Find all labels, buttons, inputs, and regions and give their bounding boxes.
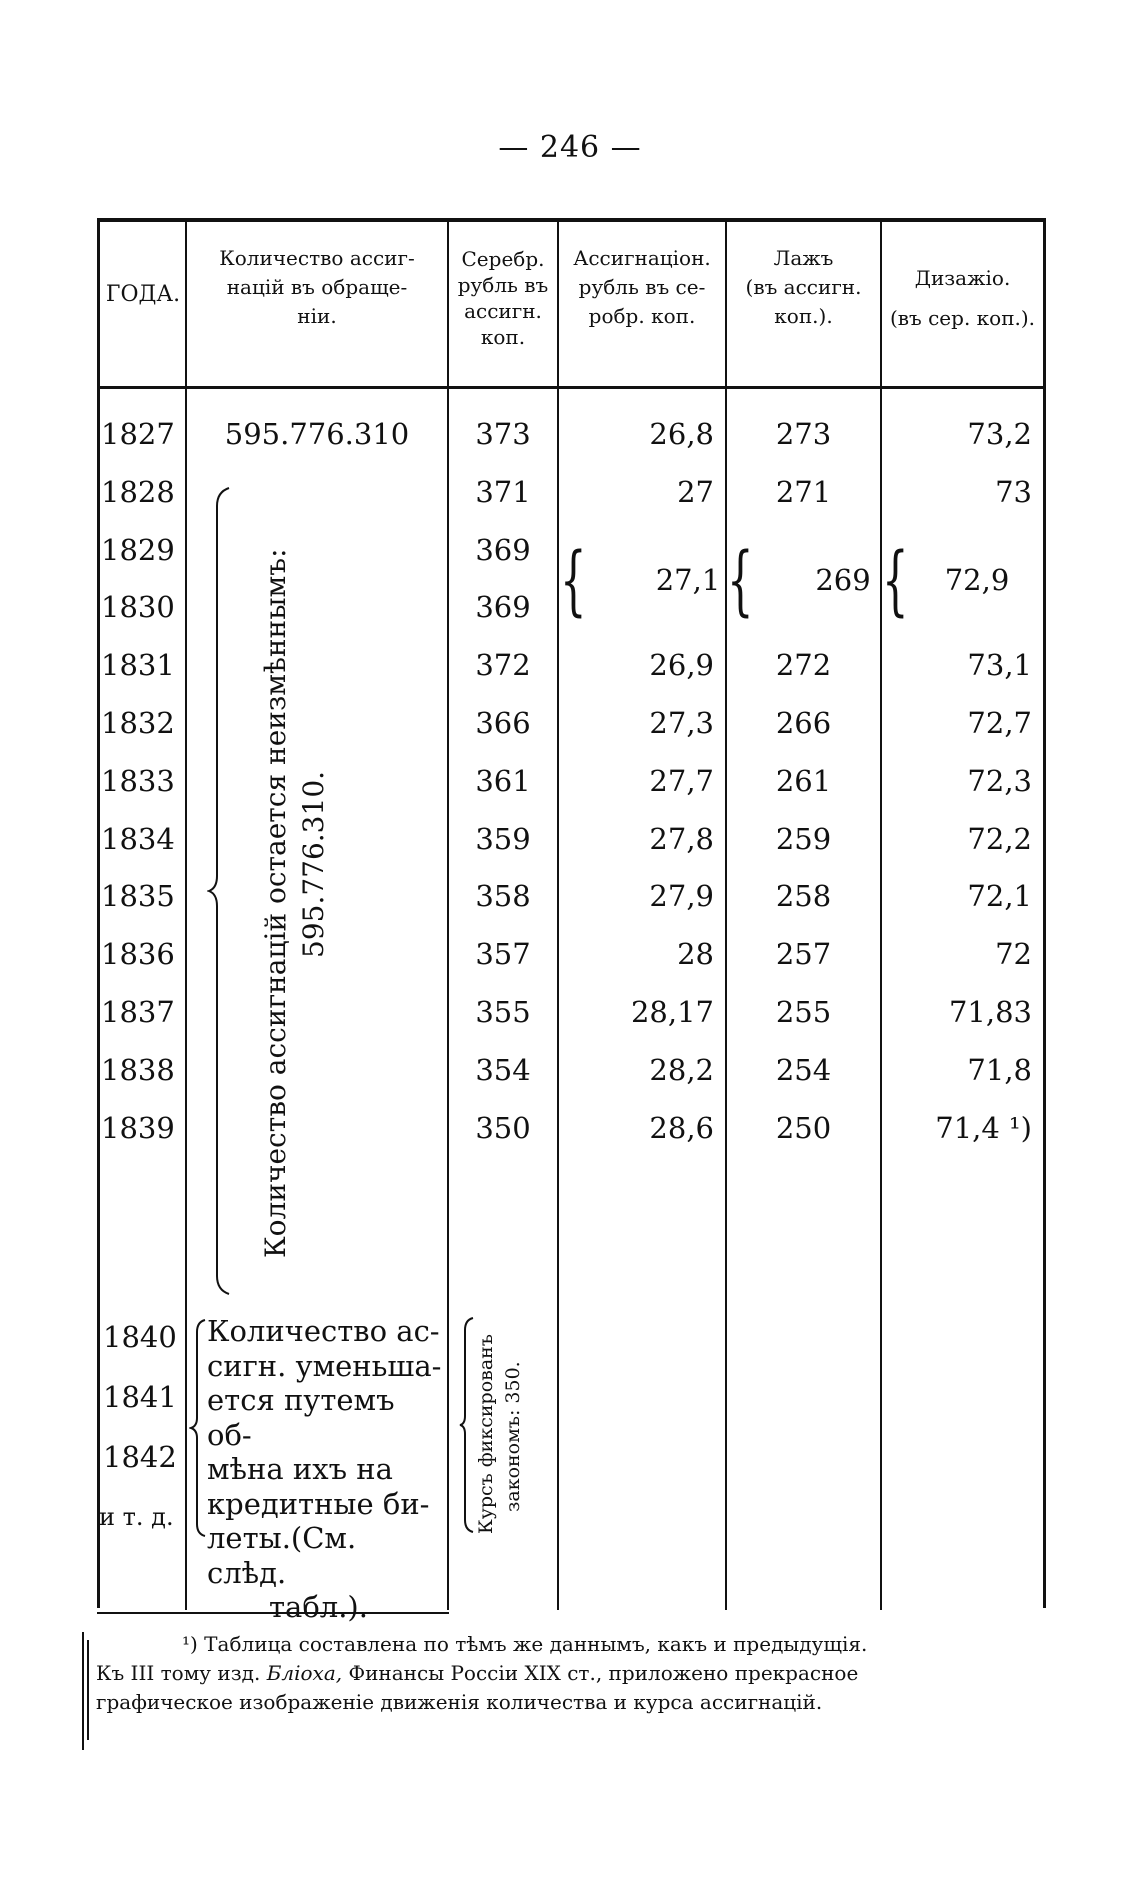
disazhio-cell: 72 [995,937,1032,972]
silver-rub-cell: 361 [475,763,531,798]
header-silver-rub: Серебр. рубль въ ассигн. коп. [457,247,549,349]
assig-rub-cell: 27,9 [649,879,714,914]
brace-quantity-1828-1839 [207,486,233,1296]
silver-rub-cell: 371 [475,474,531,509]
assig-rub-cell: 28,17 [630,995,714,1029]
year-cell: 1828 [101,474,175,509]
year-cell: 1837 [101,995,175,1029]
brace-lazh-1829: { [727,535,754,624]
footnote [96,1630,1066,1717]
silver-rub-cell: 359 [475,821,531,856]
brace-assig-1829: { [560,535,587,624]
disazhio-cell: 73 [995,474,1032,509]
assig-rub-cell: 28,6 [649,1110,714,1145]
vertical-note-fixed-rate: Курсъ фиксированъ закономъ: 350. [475,1334,524,1534]
silver-rub-cell: 358 [475,879,531,914]
assig-rub-cell: 28 [677,937,714,972]
lazh-cell: 255 [775,995,832,1029]
silver-rub-cell: 350 [475,1110,531,1145]
footnote-line-3: графическое изображеніе движенія количества и курса ассигнацій. [96,1690,823,1714]
footnote-author: Бліоха, [266,1661,343,1685]
disazhio-cell: 72,2 [967,821,1032,856]
lazh-cell: 273 [775,417,832,451]
footnote-line-1: ¹) Таблица составлена по тѣмъ же даннымъ, какъ и предыдущія. [182,1632,868,1656]
year-1841: 1841 [103,1380,177,1414]
year-cell: 1827 [101,417,175,451]
year-cell: 1838 [101,1052,175,1087]
table-left-rule [97,218,100,1608]
lazh-cell: 261 [775,763,832,798]
assig-rub-cell: 27,3 [649,706,714,740]
silver-rub-cell: 355 [475,995,531,1029]
vertical-note-unchanged: Количество ассигнацій остается неизмѣннымъ: 595.776.310. [259,548,330,1258]
year-1842: 1842 [103,1440,177,1474]
year-cell: 1834 [101,821,175,856]
disazhio-cell: 73,1 [967,648,1032,683]
brace-late-quantity [189,1318,207,1538]
year-cell: 1832 [101,706,175,740]
silver-rub-cell: 354 [475,1052,531,1087]
assig-rub-cell: 26,8 [649,417,714,451]
year-cell: 1839 [101,1110,175,1145]
table-top-rule [97,218,1045,222]
lazh-cell: 257 [775,937,832,972]
silver-rub-cell: 357 [475,937,531,972]
year-cell: 1830 [101,590,175,625]
year-cell: 1829 [101,532,175,567]
year-cell: 1833 [101,763,175,798]
brace-dis-1829: { [882,535,909,624]
header-assig-rub: Ассигнаціон. рубль въ се- робр. коп. [573,246,711,328]
header-disazhio: Дизажіо. (въ сер. коп.). [889,266,1036,330]
year-1840: 1840 [103,1320,177,1354]
silver-rub-cell: 366 [475,706,531,740]
year-cell: 1836 [101,937,175,972]
disazhio-cell: 71,4 ¹) [935,1110,1032,1145]
disazhio-cell: 71,83 [948,995,1032,1029]
col-divider-1 [185,218,187,1610]
quantity-1827: 595.776.310 [224,417,410,451]
header-lazh: Лажъ (въ ассигн. коп.). [745,246,862,328]
lazh-cell: 272 [775,648,832,683]
disazhio-cell: 72,7 [967,706,1032,740]
dis-1829-1830: 72,9 [944,563,1010,597]
disazhio-cell: 73,2 [967,417,1032,451]
silver-rub-cell: 372 [475,648,531,683]
silver-rub-cell: 373 [475,417,531,451]
silver-rub-cell: 369 [475,532,531,567]
lazh-cell: 259 [775,821,832,856]
silver-rub-cell: 369 [475,590,531,625]
lazh-cell: 250 [775,1110,832,1145]
assig-rub-cell: 27,8 [649,821,714,856]
lazh-cell: 271 [775,474,832,509]
disazhio-cell: 72,3 [967,763,1032,798]
year-cell: 1831 [101,648,175,683]
footnote-line-2: Къ III тому изд. Бліоха, Финансы Россіи XIX ст., приложено прекрасное [96,1661,859,1685]
year-etc: и т. д. [99,1503,174,1531]
table-right-rule [1043,218,1046,1608]
late-quantity-note: Количество ас- сигн. уменьша- ется путемъ об- мѣна ихъ на кредитные би- леты.(См. слѣд. табл.). [207,1314,442,1624]
lazh-1829-1830: 269 [815,563,871,597]
assig-rub-cell: 27 [677,474,714,509]
disazhio-cell: 72,1 [967,879,1032,914]
lazh-cell: 254 [775,1052,832,1087]
header-quantity: Количество ассиг- націй въ обраще- ніи. [219,246,415,328]
year-cell: 1835 [101,879,175,914]
assig-rub-cell: 27,7 [649,763,714,798]
header-years: ГОДА. [105,282,181,307]
page-number: — 246 — [498,130,642,165]
assig-rub-cell: 26,9 [649,648,714,683]
margin-marks [82,1632,92,1752]
disazhio-cell: 71,8 [967,1052,1032,1087]
header-bottom-rule [97,386,1045,389]
data-table [97,218,1045,1624]
lazh-cell: 266 [775,706,832,740]
assig-rub-cell: 28,2 [649,1052,714,1087]
lazh-cell: 258 [775,879,832,914]
assig-1829-1830: 27,1 [655,563,721,597]
